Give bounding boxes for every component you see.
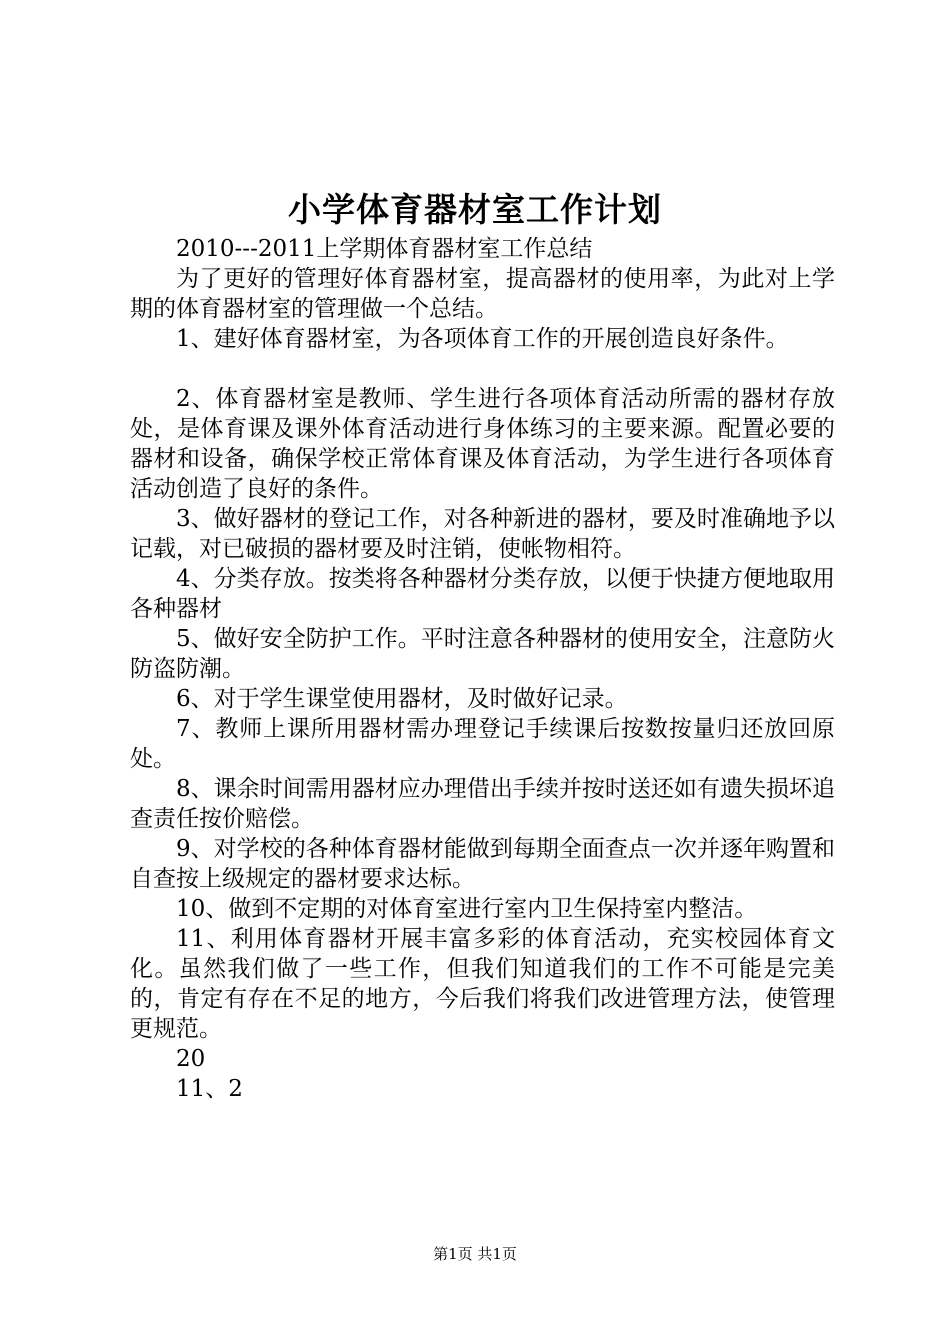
paragraph-item-9: 9、对学校的各种体育器材能做到每期全面查点一次并逐年购置和自查按上级规定的器材要求达标。 [130, 836, 835, 892]
paragraph-item-4: 4、分类存放。按类将各种器材分类存放，以便于快捷方便地取用各种器材 [130, 566, 835, 622]
paragraph-item-11: 11、利用体育器材开展丰富多彩的体育活动，充实校园体育文化。虽然我们做了一些工作，但我们知道我们的工作不可能是完美的，肯定有存在不足的地方，今后我们将我们改进管理方法，使管理更规范。 [130, 926, 835, 1042]
paragraph-date-part-1: 20 [176, 1046, 206, 1072]
paragraph-item-6: 6、对于学生课堂使用器材，及时做好记录。 [176, 686, 628, 712]
paragraph-item-7: 7、教师上课所用器材需办理登记手续课后按数按量归还放回原处。 [130, 716, 835, 772]
paragraph-date-part-2: 11、2 [176, 1076, 243, 1102]
paragraph-item-3: 3、做好器材的登记工作，对各种新进的器材，要及时准确地予以记载，对已破损的器材要及时注销，使帐物相符。 [130, 506, 835, 562]
paragraph-item-2: 2、体育器材室是教师、学生进行各项体育活动所需的器材存放处，是体育课及课外体育活动进行身体练习的主要来源。配置必要的器材和设备，确保学校正常体育课及体育活动，为学生进行各项体育活动创造了良好的条件。 [130, 386, 835, 502]
document-body [130, 234, 835, 1104]
paragraph-intro: 为了更好的管理好体育器材室，提高器材的使用率，为此对上学期的体育器材室的管理做一个总结。 [130, 266, 835, 322]
document-title: 小学体育器材室工作计划 [288, 190, 662, 229]
page-footer: 第1页 共1页 [433, 1245, 517, 1263]
paragraph-item-10: 10、做到不定期的对体育室进行室内卫生保持室内整洁。 [176, 896, 758, 922]
paragraph-subtitle: 2010---2011上学期体育器材室工作总结 [176, 236, 593, 262]
paragraph-item-1: 1、建好体育器材室，为各项体育工作的开展创造良好条件。 [176, 326, 789, 352]
paragraph-item-8: 8、课余时间需用器材应办理借出手续并按时送还如有遗失损坏追查责任按价赔偿。 [130, 776, 835, 832]
paragraph-item-5: 5、做好安全防护工作。平时注意各种器材的使用安全，注意防火防盗防潮。 [130, 626, 835, 682]
